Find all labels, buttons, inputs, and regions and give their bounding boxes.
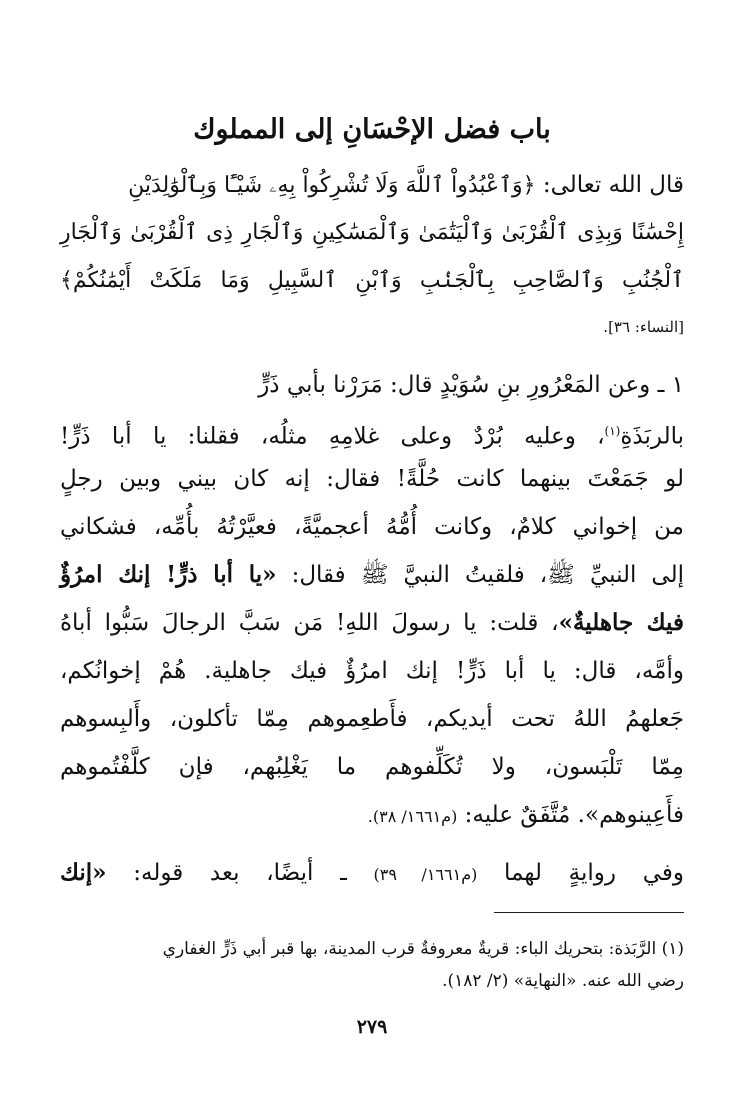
verse-reference: [النساء: ٣٦]. xyxy=(603,318,684,336)
hadith-line-5 xyxy=(60,555,684,595)
source-reference: (م١٦٦١/ ٣٩) xyxy=(373,865,478,884)
verse-line-2: إِحْسَٰنًا وَبِذِى ٱلْقُرْبَىٰ وَٱلْيَتَٰمَىٰ وَٱلْمَسَٰكِينِ وَٱلْجَارِ ذِى ٱلْقُرْبَىٰ وَٱلْجَارِ xyxy=(60,220,684,245)
hadith-line-11 xyxy=(60,853,684,895)
verse-line-3: ٱلْجُنُبِ وَٱلصَّاحِبِ بِٱلْجَنۢبِ وَٱبْنِ ٱلسَّبِيلِ وَمَا مَلَكَتْ أَيْمَٰنُكُمْ﴾ xyxy=(60,268,684,293)
hadith-text: بالربَذَةِ xyxy=(620,423,684,450)
hadith-line-9: مِمّا تَلْبَسون، ولا تُكَلِّفوهم ما يَغْلِبُهم، فإن كلَّفْتُموهم xyxy=(60,754,684,780)
hadith-line-3: لو جَمَعْتَ بينهما كانت حُلَّةً! فقال: إنه كان بيني وبين رجلٍ xyxy=(60,466,684,492)
hadith-text: فأَعِينوهم». مُتَّفَقٌ عليه: xyxy=(457,802,684,828)
verse-line-1 xyxy=(60,165,684,206)
footnote-line-1: (١) الرَّبَذة: بتحريك الباء: قريةٌ معروفةٌ قرب المدينة، بها قبر أبي ذَرٍّ الغفاري xyxy=(162,939,684,959)
prophet-quote: فيك جاهليةٌ» xyxy=(558,609,684,636)
footnote-marker: (١) xyxy=(604,424,621,438)
book-page xyxy=(60,0,684,1105)
prophet-quote: «إنك xyxy=(60,859,107,886)
chapter-title: باب فضل الإحْسَانِ إلى المملوك xyxy=(193,114,551,145)
hadith-line-2 xyxy=(60,411,684,457)
hadith-line-10 xyxy=(60,795,684,837)
page-number: ٢٧٩ xyxy=(356,1016,388,1038)
hadith-line-8: جَعلهمُ اللهُ تحت أيديكم، فأَطعِموهم مِمّا تأكلون، وأَلبِسوهم xyxy=(60,706,684,732)
hadith-text: إلى النبيِّ ﷺ، فلقيتُ النبيَّ ﷺ فقال: xyxy=(276,562,684,588)
hadith-line-7: وأمَّه، قال: يا أبا ذَرٍّ! إنك امرُؤٌ فيك جاهلية. هُمْ إخوانُكم، xyxy=(60,658,684,684)
hadith-line-4: من إخواني كلامٌ، وكانت أُمُّهُ أعجميَّةً، فعيَّرْتُهُ بأُمِّه، فشكاني xyxy=(60,514,684,540)
hadith-line-1: ١ ـ وعن المَعْرُورِ بنِ سُوَيْدٍ قال: مَرَرْنا بأبي ذَرٍّ xyxy=(258,372,684,398)
verse-lead: قال الله تعالى: xyxy=(542,172,684,198)
verse-text-1: ﴿وَٱعْبُدُواْ ٱللَّهَ وَلَا تُشْرِكُواْ بِهِۦ شَيْـًٔا وَبِٱلْوَٰلِدَيْنِ xyxy=(128,173,536,198)
footnote-line-2: رضي الله عنه. «النهاية» (٢/ ١٨٢). xyxy=(442,971,684,991)
hadith-text: ، وعليه بُرْدٌ وعلى غلامِهِ مثلُه، فقلنا: يا أبا ذَرٍّ! xyxy=(60,423,605,450)
source-reference: (م١٦٦١/ ٣٨). xyxy=(367,807,458,826)
hadith-text: ، قلت: يا رسولَ اللهِ! مَن سَبَّ الرجالَ سَبُّوا أباهُ xyxy=(60,610,559,636)
hadith-text: ـ أيضًا، بعد قوله: xyxy=(106,860,374,886)
footnote-divider xyxy=(494,912,684,913)
hadith-line-6 xyxy=(60,603,684,643)
hadith-text: وفي روايةٍ لهما xyxy=(477,860,684,886)
prophet-quote: «يا أبا ذرٍّ! إنك امرُؤٌ xyxy=(60,561,277,588)
